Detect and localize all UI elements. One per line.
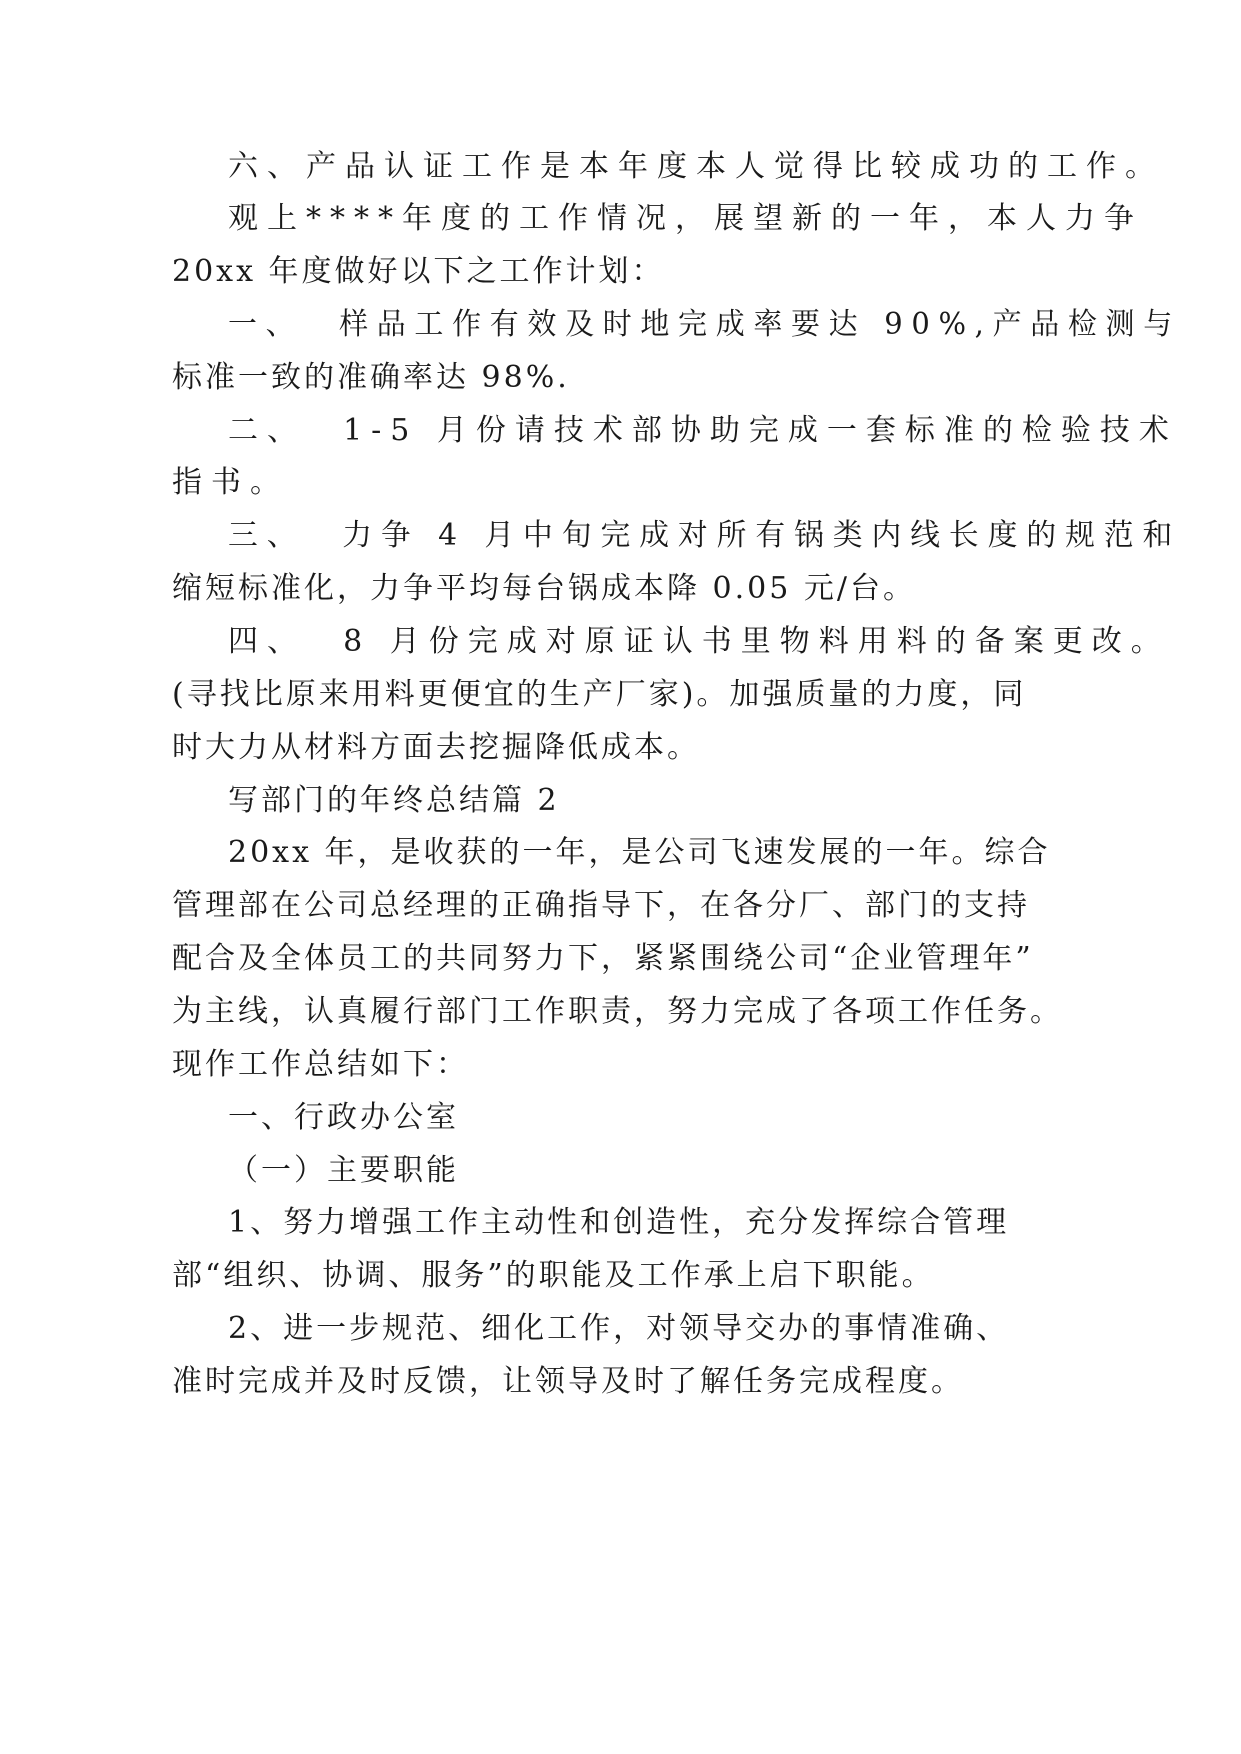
text-line-23: 2、进一步规范、细化工作，对领导交办的事情准确、: [228, 1311, 1010, 1346]
text-line-5: 标准一致的准确率达 98%.: [172, 360, 570, 395]
text-line-10: 四、 8 月份完成对原证认书里物料用料的备案更改。: [228, 624, 1170, 659]
text-line-17: 为主线，认真履行部门工作职责，努力完成了各项工作任务。: [172, 994, 1063, 1029]
text-line-7: 指书。: [172, 465, 289, 500]
text-line-16: 配合及全体员工的共同努力下，紧紧围绕公司“企业管理年”: [172, 941, 1034, 976]
text-line-8: 三、 力争 4 月中旬完成对所有锅类内线长度的规范和: [228, 518, 1182, 553]
text-line-21: 1、努力增强工作主动性和创造性，充分发挥综合管理: [228, 1205, 1010, 1240]
sub-subsection-heading: （一）主要职能: [228, 1153, 459, 1188]
text-line-4: 一、 样品工作有效及时地完成率要达 90%,产品检测与: [228, 307, 1181, 342]
subsection-heading: 一、行政办公室: [228, 1100, 459, 1135]
text-line-9: 缩短标准化，力争平均每台锅成本降 0.05 元/台。: [172, 571, 916, 606]
text-line-12: 时大力从材料方面去挖掘降低成本。: [172, 730, 700, 765]
text-line-1: 六、产品认证工作是本年度本人觉得比较成功的工作。: [228, 149, 1164, 184]
text-line-15: 管理部在公司总经理的正确指导下，在各分厂、部门的支持: [172, 888, 1030, 923]
section-heading: 写部门的年终总结篇 2: [228, 783, 560, 818]
text-line-24: 准时完成并及时反馈，让领导及时了解任务完成程度。: [172, 1364, 964, 1399]
text-line-18: 现作工作总结如下：: [172, 1047, 469, 1082]
text-line-2: 观上****年度的工作情况，展望新的一年，本人力争: [228, 201, 1143, 236]
text-line-11: (寻找比原来用料更便宜的生产厂家)。加强质量的力度，同: [172, 677, 1027, 712]
text-line-6: 二、 1-5 月份请技术部协助完成一套标准的检验技术: [228, 413, 1178, 448]
text-line-22: 部“组织、协调、服务”的职能及工作承上启下职能。: [172, 1258, 935, 1293]
text-line-14: 20xx 年，是收获的一年，是公司飞速发展的一年。综合: [228, 835, 1051, 870]
text-line-3: 20xx 年度做好以下之工作计划：: [172, 254, 665, 289]
